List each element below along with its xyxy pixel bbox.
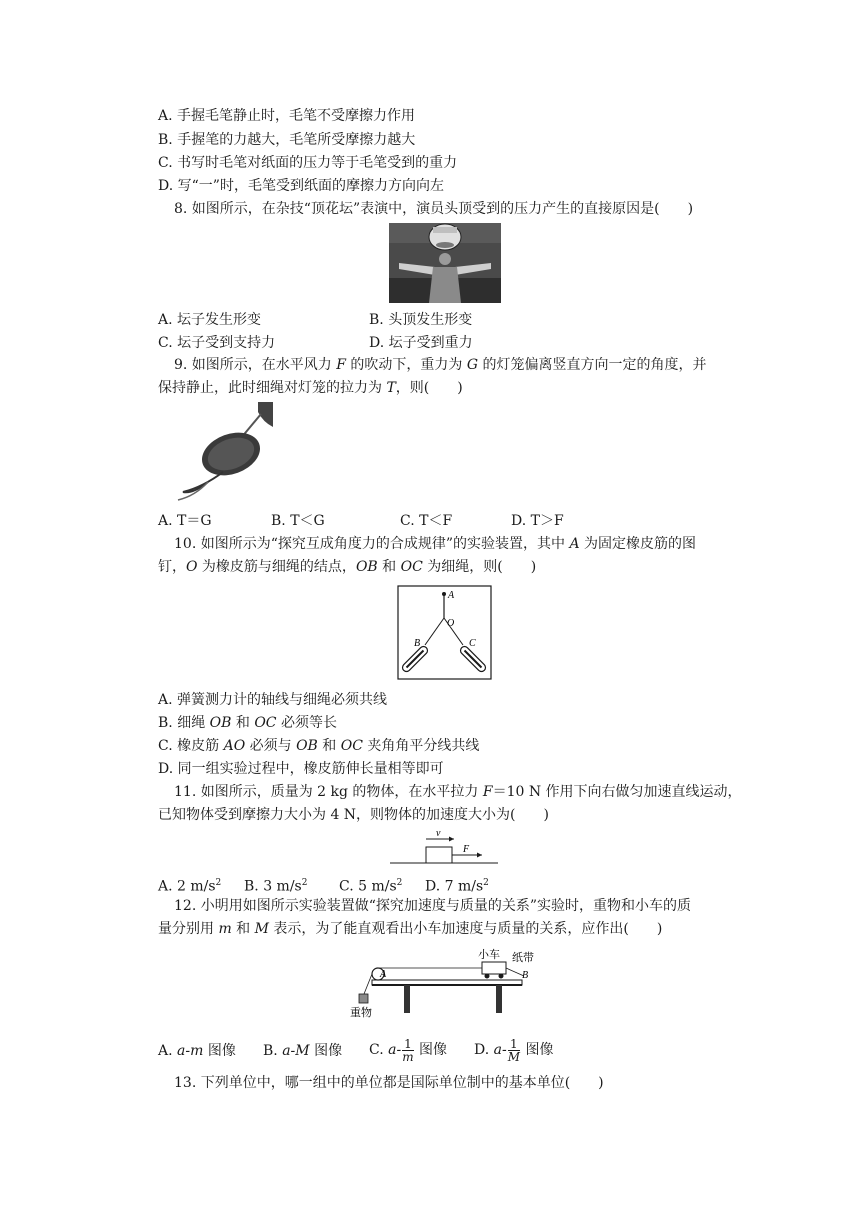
- q7-option-b: B. 手握笔的力越大，毛笔所受摩擦力越大: [158, 132, 416, 148]
- q9-option-b: B. T＜G: [271, 513, 325, 529]
- table-leg-right: [496, 985, 502, 1013]
- string-ob: [425, 618, 444, 645]
- q10-apparatus-diagram: [397, 585, 492, 680]
- q9-option-a: A. T＝G: [158, 513, 212, 529]
- label-o: O: [447, 618, 455, 629]
- label-v: v: [436, 828, 441, 839]
- q10-stem-line2: 钉，O 为橡皮筋与细绳的结点，OB 和 OC 为细绳，则( ): [158, 559, 537, 575]
- fraction-1-over-M: $\frac{1}{M}$: [507, 1036, 521, 1064]
- table-leg-left: [404, 985, 410, 1013]
- spring-scale-b: [401, 645, 429, 673]
- q7-option-a: A. 手握毛笔静止时，毛笔不受摩擦力作用: [158, 108, 416, 124]
- cart: [482, 962, 506, 974]
- q10-stem-line1: 10. 如图所示为“探究互成角度力的合成规律”的实验装置，其中 A 为固定橡皮筋的图: [174, 536, 697, 552]
- performer-head: [439, 253, 451, 265]
- q9-option-d: D. T＞F: [511, 513, 564, 529]
- q11-block-diagram: [388, 826, 500, 866]
- flower-jar-shape: [429, 224, 461, 250]
- q7-option-c: C. 书写时毛笔对纸面的压力等于毛笔受到的重力: [158, 155, 458, 171]
- q9-lantern-photo: [163, 402, 273, 502]
- q10-option-b: B. 细绳 OB 和 OC 必须等长: [158, 715, 337, 731]
- label-a: A: [380, 969, 387, 980]
- q8-option-a: A. 坛子发生形变: [158, 312, 262, 328]
- q10-option-c: C. 橡皮筋 AO 必须与 OB 和 OC 夹角角平分线共线: [158, 738, 480, 754]
- q12-cart-apparatus: [350, 944, 534, 1020]
- q11-option-a: A. 2 $m/s^2$: [158, 878, 222, 895]
- string-vertical: [364, 974, 372, 994]
- q12-option-d: D. a- $\frac{1}{M}$ 图像: [474, 1036, 554, 1064]
- q8-option-d: D. 坛子受到重力: [369, 335, 473, 351]
- label-c: C: [469, 638, 476, 649]
- label-b: B: [522, 970, 529, 981]
- q11-option-b: B. 3 $m/s^2$: [244, 878, 308, 895]
- q9-stem-line1: 9. 如图所示，在水平风力 F 的吹动下，重力为 G 的灯笼偏离竖直方向一定的角度，并: [174, 357, 707, 373]
- q12-option-a: A. a-m 图像: [158, 1043, 236, 1059]
- q10-option-d: D. 同一组实验过程中，橡皮筋伸长量相等即可: [158, 761, 444, 777]
- q12-stem-line1: 12. 小明用如图所示实验装置做“探究加速度与质量的关系”实验时，重物和小车的质: [174, 898, 692, 914]
- q13-stem: 13. 下列单位中，哪一组中的单位都是国际单位制中的基本单位( ): [174, 1075, 604, 1091]
- q8-acrobat-photo: [389, 223, 501, 303]
- q7-option-d: D. 写“一”时，毛笔受到纸面的摩擦力方向向左: [158, 178, 444, 194]
- performer-body: [429, 267, 461, 303]
- q8-option-b: B. 头顶发生形变: [369, 312, 473, 328]
- label-b: B: [414, 638, 421, 649]
- q9-stem-line2: 保持静止，此时细绳对灯笼的拉力为 T，则( ): [158, 380, 463, 396]
- fraction-1-over-m: $\frac{1}{m}$: [402, 1036, 414, 1064]
- q8-option-c: C. 坛子受到支持力: [158, 335, 276, 351]
- q11-option-c: C. 5 $m/s^2$: [339, 878, 403, 895]
- label-a: A: [448, 590, 455, 601]
- label-cart: 小车: [478, 948, 500, 961]
- q11-stem-line1: 11. 如图所示，质量为 2 kg 的物体，在水平拉力 F＝10 N 作用下向右做匀加速直线运动，: [174, 784, 742, 800]
- q11-option-d: D. 7 $m/s^2$: [425, 878, 489, 895]
- spring-scale-c: [459, 645, 487, 673]
- label-f: F: [463, 844, 470, 855]
- block: [426, 847, 452, 863]
- hanging-weight: [359, 994, 368, 1003]
- q12-stem-line2: 量分别用 m 和 M 表示，为了能直观看出小车加速度与质量的关系，应作出( ): [158, 921, 663, 937]
- label-tape: 纸带: [512, 951, 534, 964]
- q8-stem: 8. 如图所示，在杂技“顶花坛”表演中，演员头顶受到的压力产生的直接原因是( ): [174, 201, 694, 217]
- label-weight: 重物: [350, 1006, 372, 1019]
- q9-option-c: C. T＜F: [400, 513, 453, 529]
- q12-option-b: B. a-M 图像: [263, 1043, 343, 1059]
- q10-option-a: A. 弹簧测力计的轴线与细绳必须共线: [158, 692, 388, 708]
- q11-stem-line2: 已知物体受到摩擦力大小为 4 N，则物体的加速度大小为( ): [158, 807, 549, 823]
- q12-option-c: C. a- $\frac{1}{m}$ 图像: [369, 1036, 448, 1064]
